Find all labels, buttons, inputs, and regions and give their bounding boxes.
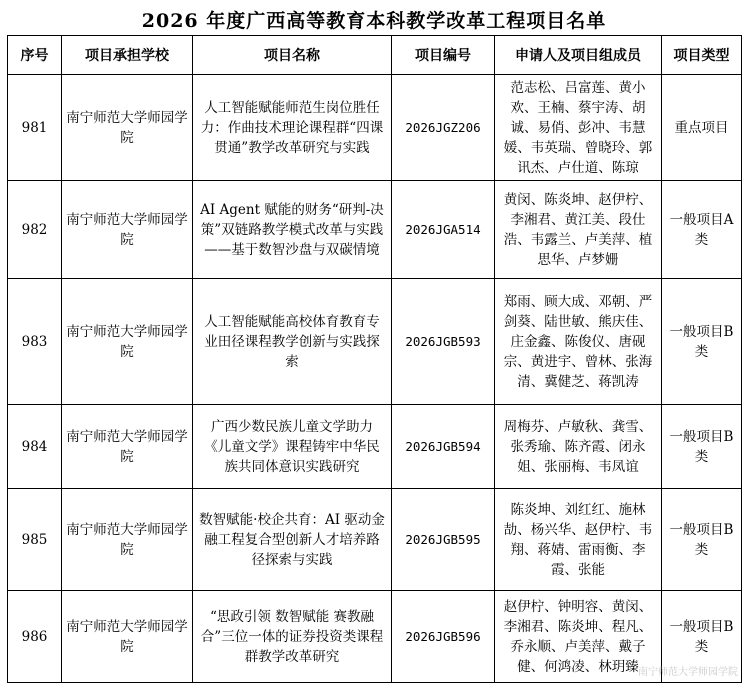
cell-seq: 981 bbox=[8, 75, 62, 181]
cell-project-name: 人工智能赋能高校体育教育专业田径课程教学创新与实践探索 bbox=[193, 279, 392, 405]
cell-project-name: 数智赋能·校企共育：AI 驱动金融工程复合型创新人才培养路径探索与实践 bbox=[193, 489, 392, 591]
table-row bbox=[8, 75, 742, 181]
header-project-code: 项目编号 bbox=[392, 36, 495, 75]
cell-school: 南宁师范大学师园学院 bbox=[62, 489, 193, 591]
cell-school: 南宁师范大学师园学院 bbox=[62, 279, 193, 405]
project-table bbox=[7, 35, 742, 683]
cell-project-type: 一般项目A 类 bbox=[662, 181, 742, 279]
cell-project-code: 2026JGB594 bbox=[392, 405, 495, 489]
cell-members: 范志松、吕富莲、黄小欢、王楠、蔡宇涛、胡诚、易俏、彭冲、韦慧媛、韦英瑞、曾晓玲、郭讯杰、卢仕道、陈琼 bbox=[495, 75, 662, 181]
cell-seq: 986 bbox=[8, 591, 62, 683]
cell-project-code: 2026JGB596 bbox=[392, 591, 495, 683]
cell-school: 南宁师范大学师园学院 bbox=[62, 181, 193, 279]
table-row bbox=[8, 489, 742, 591]
table-row bbox=[8, 279, 742, 405]
page-title: 2026 年度广西高等教育本科教学改革工程项目名单 bbox=[141, 10, 607, 32]
cell-project-code: 2026JGB593 bbox=[392, 279, 495, 405]
cell-seq: 982 bbox=[8, 181, 62, 279]
cell-members: 黄闵、陈炎坤、赵伊柠、李湘君、黄江美、段仕浩、韦露兰、卢美萍、植思华、卢梦姗 bbox=[495, 181, 662, 279]
watermark: 南宁师范大学师园学院 bbox=[638, 667, 738, 678]
cell-project-type: 一般项目B 类 bbox=[662, 405, 742, 489]
cell-project-code: 2026JGZ206 bbox=[392, 75, 495, 181]
cell-seq: 984 bbox=[8, 405, 62, 489]
cell-school: 南宁师范大学师园学院 bbox=[62, 405, 193, 489]
cell-project-name: AI Agent 赋能的财务“研判-决策”双链路教学模式改革与实践——基于数智沙盘与双碳情境 bbox=[193, 181, 392, 279]
cell-project-type: 重点项目 bbox=[662, 75, 742, 181]
table-header-row bbox=[8, 36, 742, 75]
header-project-name: 项目名称 bbox=[193, 36, 392, 75]
cell-project-type: 一般项目B 类 bbox=[662, 279, 742, 405]
cell-seq: 985 bbox=[8, 489, 62, 591]
table-row bbox=[8, 591, 742, 683]
cell-project-type: 一般项目B 类 bbox=[662, 489, 742, 591]
cell-project-name: “思政引领 数智赋能 赛教融合”三位一体的证券投资类课程群教学改革研究 bbox=[193, 591, 392, 683]
table-row bbox=[8, 181, 742, 279]
header-project-type: 项目类型 bbox=[662, 36, 742, 75]
cell-members: 周梅芬、卢敏秋、龚雪、张秀瑜、陈齐霞、闭永姐、张丽梅、韦凤谊 bbox=[495, 405, 662, 489]
cell-project-code: 2026JGA514 bbox=[392, 181, 495, 279]
cell-school: 南宁师范大学师园学院 bbox=[62, 75, 193, 181]
cell-members: 赵伊柠、钟明容、黄闵、李湘君、陈炎坤、程凡、乔永顺、卢美萍、戴子健、何鸿凌、林玥臻 bbox=[495, 591, 662, 683]
cell-project-type: 一般项目B 类 bbox=[662, 591, 742, 683]
cell-members: 郑雨、顾大成、邓朝、严剑葵、陆世敏、熊庆佳、庄金鑫、陈俊仪、唐砚宗、黄进宇、曾林、张海清、冀健芝、蒋凯涛 bbox=[495, 279, 662, 405]
cell-project-name: 广西少数民族儿童文学助力《儿童文学》课程铸牢中华民族共同体意识实践研究 bbox=[193, 405, 392, 489]
cell-members: 陈炎坤、刘红红、施林劼、杨兴华、赵伊柠、韦翔、蒋婧、雷雨衡、李霞、张能 bbox=[495, 489, 662, 591]
cell-project-code: 2026JGB595 bbox=[392, 489, 495, 591]
header-members: 申请人及项目组成员 bbox=[495, 36, 662, 75]
cell-school: 南宁师范大学师园学院 bbox=[62, 591, 193, 683]
table-row bbox=[8, 405, 742, 489]
header-seq: 序号 bbox=[8, 36, 62, 75]
cell-project-name: 人工智能赋能师范生岗位胜任力：作曲技术理论课程群“四课贯通”教学改革研究与实践 bbox=[193, 75, 392, 181]
cell-seq: 983 bbox=[8, 279, 62, 405]
header-school: 项目承担学校 bbox=[62, 36, 193, 75]
